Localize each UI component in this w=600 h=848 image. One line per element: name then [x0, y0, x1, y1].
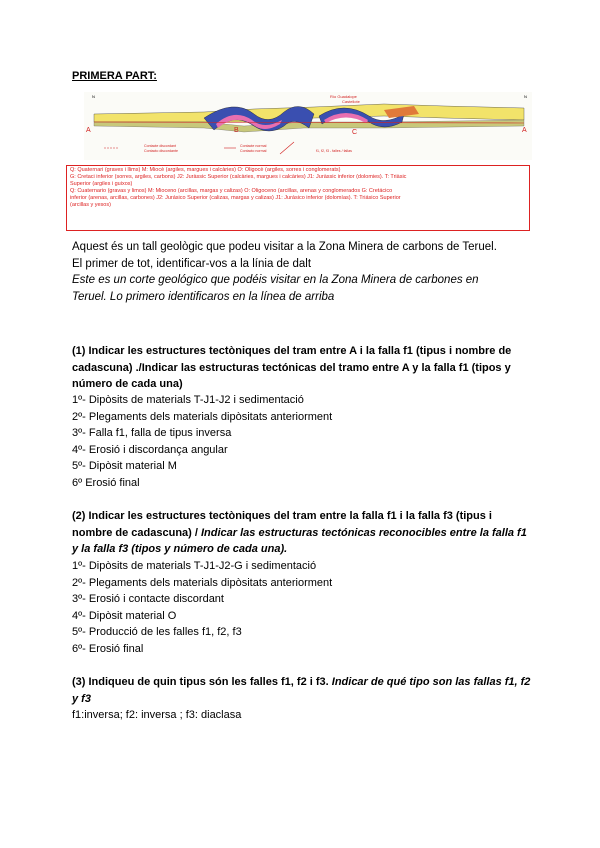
question-3-title — [72, 674, 534, 707]
label-c: C — [352, 129, 358, 136]
legend-line: inferior (arenas, arcillas, carbones) J2: Jurásico Superior (calizas, margas y calizas) J1: Jurásico inferior (dolomías). T: Triásico Superior — [70, 195, 401, 201]
legend-line: Q: Cuaternario (gravas y limos) M: Mioceno (arcillas, margas y calizas) O: Oligoceno (arcillas, arenas y conglomerados G: Cretácico — [70, 188, 393, 194]
question-2-answers — [72, 558, 532, 657]
label-contacto-normal: Contacto normal — [240, 149, 267, 153]
answer-line: 1º- Dipòsits de materials T-J1-J2-G i sedimentació — [72, 560, 317, 572]
question-1-title: (1) Indicar les estructures tectòniques del tram entre A i la falla f1 (tipus i nombre de cadascuna) ./Indicar las estructuras tectónicas del tramo entre A y la falla f1 (tipos y número de cada una) — [72, 345, 512, 390]
intro-line: Teruel. Lo primero identificaros en la línea de arriba — [72, 290, 335, 303]
label-place-top2: Castellote — [342, 99, 360, 104]
intro-paragraph — [72, 239, 542, 305]
question-2-title — [72, 508, 534, 558]
label-place-top: Río Guadalope — [330, 94, 357, 99]
legend-line: Q: Quaternari (graves i llims) M: Miocè (argiles, margues i calcàries) O: Oligocè (argiles, sorres i conglomerats) — [70, 167, 341, 173]
answer-line: 1º- Dipòsits de materials T-J1-J2 i sedimentació — [72, 394, 304, 406]
label-contacto-discordant: Contacto discordante — [144, 149, 178, 153]
label-n-left: N — [92, 94, 95, 99]
map-legend — [66, 165, 530, 231]
answer-line: 6º- Erosió final — [72, 642, 144, 655]
answer-line: 2º- Plegaments dels materials dipòsitats anteriorment — [72, 576, 333, 589]
legend-line: G: Cretaci inferior (sorres, argiles, carbons) J2: Juràssic Superior (calcàries, margues i calcàries) J1: Juràssic inferior (dolomies). T: Triàsic — [70, 174, 407, 180]
label-contacte-normal: Contacte normal — [240, 144, 267, 148]
legend-line: (arcillas y yesos) — [70, 202, 111, 208]
label-a-right: A — [522, 127, 527, 134]
intro-line: Este es un corte geológico que podéis visitar en la Zona Minera de carbones en — [72, 274, 479, 286]
label-a-left: A — [86, 127, 91, 134]
page-heading: PRIMERA PART: — [72, 70, 157, 82]
geological-cross-section — [84, 92, 532, 160]
question-2-title-ca: (2) Indicar les estructures tectòniques del tram entre la falla f1 i la falla f3 (tipus i nombre de cadascuna) / — [72, 510, 492, 539]
question-2-title-es: Indicar las estructuras tectónicas reconocibles entre la falla f1 y la falla f3 (tipos y número de cada una). — [72, 526, 527, 555]
legend-line: Superior (argiles i guixos) — [70, 181, 133, 187]
answer-line: 4º- Dipòsit material O — [72, 609, 177, 622]
label-faults: f1, f2, f3 - falles / fallas — [316, 149, 352, 153]
label-contacte-discordant: Contacte discordant — [144, 144, 176, 148]
answer-line: f1:inversa; f2: inversa ; f3: diaclasa — [72, 709, 242, 721]
label-b: B — [234, 127, 239, 134]
answer-line: 2º- Plegaments dels materials dipòsitats anteriorment — [72, 410, 333, 423]
answer-line: 3º- Erosió i contacte discordant — [72, 593, 224, 605]
answer-line: 5º- Dipòsit material M — [72, 460, 177, 472]
label-n-right: N — [524, 94, 527, 99]
question-3-title-ca: (3) Indiqueu de quin tipus són les falles f1, f2 i f3. — [72, 676, 332, 688]
answer-line: 4º- Erosió i discordança angular — [72, 443, 228, 456]
intro-line: El primer de tot, identificar-vos a la línia de dalt — [72, 257, 312, 270]
answer-line: 5º- Producció de les falles f1, f2, f3 — [72, 626, 242, 638]
question-1-answers — [72, 392, 532, 491]
intro-line: Aquest és un tall geològic que podeu visitar a la Zona Minera de carbons de Teruel. — [72, 241, 497, 253]
question-3-answer — [72, 707, 532, 724]
answer-line: 6º Erosió final — [72, 476, 140, 489]
question-3-title-es: Indicar de qué tipo son las fallas f1, f2 y f3 — [72, 676, 531, 705]
answer-line: 3º- Falla f1, falla de tipus inversa — [72, 427, 232, 439]
